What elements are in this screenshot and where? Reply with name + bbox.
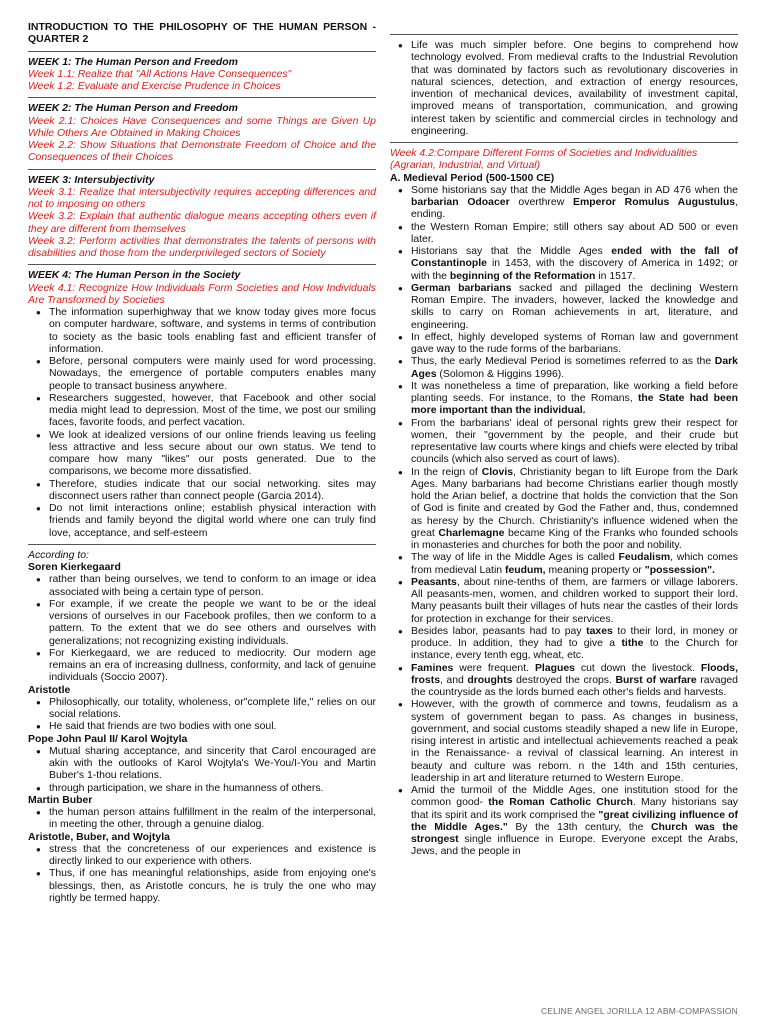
kierkegaard-bullets	[28, 574, 376, 684]
list-item: ● Life was much simpler before. One begins to comprehend how technology evolved. From medieval crafts to the Industrial Revolution that was dominated by factors such as revolutionary discoveries in natural sciences, detection, and extraction of energy resources, invention of mechanical devices, availability of investment capital, improved means of transportation, communication, and growing interest taken by scientific and commercial circles in technology and engineering.	[390, 40, 738, 138]
week2-item: Week 2.1: Choices Have Consequences and some Things are Given Up While Others Are Obtained in Making Choices	[28, 115, 376, 139]
text-run: in 1517.	[595, 270, 636, 282]
list-item	[390, 626, 738, 663]
bold-text-run: Emperor Romulus Augustulus	[573, 197, 736, 208]
week2-section	[28, 103, 376, 164]
week1-title: WEEK 1: The Human Person and Freedom	[28, 56, 238, 68]
bold-text-run: Church was the strongest	[411, 821, 739, 845]
list-item	[390, 467, 738, 553]
abw-heading: Aristotle, Buber, and Wojtyla	[28, 831, 170, 843]
bold-text-run: Floods, frosts	[411, 662, 738, 686]
bold-text-run: "possession".	[644, 564, 716, 576]
bold-text-run: "great civilizing influence of the Middle Ages."	[411, 809, 738, 833]
text-run: Besides labor, peasants had to pay	[411, 625, 587, 637]
list-item	[390, 552, 738, 577]
text-run: were frequent.	[453, 662, 535, 674]
text-run: , and	[440, 674, 468, 686]
bold-text-run: beginning of the Reformation	[449, 270, 596, 282]
week3-item: Week 3.2: Explain that authentic dialogue means accepting others even if they are different from themselves	[28, 211, 376, 235]
text-run: ravaged the countryside as the lords burned each other's fields and harvests.	[411, 674, 738, 698]
bold-text-run: droughts	[467, 674, 513, 686]
bold-text-run: Dark Ages	[411, 356, 738, 380]
text-run: Historians say that the Middle Ages	[411, 246, 612, 257]
list-item	[390, 699, 738, 785]
bold-text-run: Burst of warfare	[615, 674, 697, 686]
bold-text-run: ended with the fall of Constantinople	[411, 246, 738, 270]
bold-text-run: German barbarians	[411, 282, 512, 294]
week1-item: Week 1.2: Evaluate and Exercise Prudence in Choices	[28, 81, 281, 92]
aristotle-bullets	[28, 697, 376, 734]
bold-text-run: Clovis	[481, 466, 514, 478]
list-item	[390, 246, 738, 283]
text-run: , which comes from medieval Latin	[411, 552, 738, 576]
list-item: ● the human person attains fulfillment in the realm of the interpersonal, in meeting the other, through a genuine dialog.	[28, 807, 376, 832]
divider	[28, 51, 376, 52]
list-item	[390, 785, 738, 859]
buber-bullets	[28, 807, 376, 832]
text-run: In effect, highly developed systems of Roman law and government gave way to the rude forms of the barbarians.	[411, 331, 738, 355]
list-item: ● Thus, if one has meaningful relationships, aside from enjoying one's blessings, then, as Aristotle concurs, he is truly the one who may rightly be termed happy.	[28, 868, 376, 905]
bold-text-run: tithe	[621, 638, 644, 649]
list-item: ● We look at idealized versions of our online friends leaving us feeling less attractive and less secure about our own status. We tend to compare how many "likes" our posts generated. Due to the comparisons, we become more dissatisfied.	[28, 430, 376, 479]
list-item: ● For example, if we create the people we want to be or the ideal versions of ourselves in our Facebook profiles, then we conform to a pattern. To the extent that we do see others and ourselves with generalizations; not recognizing existing individuals.	[28, 599, 376, 648]
text-run: , ending.	[411, 197, 738, 221]
according-intro: According to:	[28, 549, 89, 561]
divider	[28, 544, 376, 545]
kierkegaard-heading: Soren Kierkegaard	[28, 562, 121, 573]
text-run: In the reign of	[411, 466, 482, 478]
divider	[28, 169, 376, 170]
text-run: It was nonetheless a time of preparation, like working a field before planting seeds. For instance, to the Romans,	[411, 380, 738, 404]
buber-heading: Martin Buber	[28, 794, 93, 806]
text-run: (Solomon & Higgins 1996).	[436, 368, 565, 380]
divider	[28, 264, 376, 265]
text-run: destroyed the crops.	[512, 674, 616, 686]
week42-subtitle: Week 4.2:Compare Different Forms of Societies and Individualities (Agrarian, Industrial, and Virtual)	[390, 148, 698, 172]
text-run: Amid the turmoil of the Middle Ages, one institution stood for the common good-	[411, 785, 738, 809]
list-item: ● stress that the concreteness of our experiences and existence is directly linked to our experience with others.	[28, 844, 376, 869]
according-section	[28, 550, 376, 905]
list-item	[390, 577, 738, 626]
footer-credit: CELINE ANGEL JORILLA 12 ABM-COMPASSION	[540, 1006, 738, 1016]
text-run: in 1453, with the discovery of America in 1492; or with the	[411, 258, 738, 282]
text-run: From the barbarians' ideal of personal rights grew their respect for women, their "government by the people, and their crude but representative law courts where kings and chiefs were elected by tribal councils (which also served as court of laws).	[411, 417, 738, 466]
list-item	[390, 418, 738, 467]
divider	[28, 97, 376, 98]
list-item	[390, 332, 738, 357]
week2-item: Week 2.2: Show Situations that Demonstrate Freedom of Choice and the Consequences of their Choices	[28, 140, 376, 164]
list-item: ● Do not limit interactions online; establish physical interaction with friends and family beyond the digital world where one can truly find love, acceptance, and self-esteem	[28, 503, 376, 540]
text-run: became King of the Franks who founded schools in monasteries and churches for both the poor and nobility.	[411, 527, 738, 551]
list-item	[390, 283, 738, 332]
text-run: Some historians say that the Middle Ages began in AD 476 when the	[411, 184, 738, 196]
right-column	[390, 22, 738, 859]
pope-heading: Pope John Paul II/ Karol Wojtyla	[28, 733, 188, 745]
text-run: The way of life in the Middle Ages is called	[411, 552, 619, 564]
text-run: to the Church for instance, every tenth egg, wheat, etc.	[411, 638, 738, 662]
week1-item: Week 1.1: Realize that "All Actions Have Consequences"	[28, 68, 292, 80]
list-item: ● rather than being ourselves, we tend to conform to an image or idea associated with being a certain type of person.	[28, 574, 376, 599]
left-column	[28, 22, 376, 905]
week3-item: Week 3.1: Realize that intersubjectivity requires accepting differences and not to imposing on others	[28, 186, 376, 210]
divider	[390, 142, 738, 143]
list-item	[390, 356, 738, 381]
list-item	[390, 663, 738, 700]
bold-text-run: Feudalism	[618, 552, 671, 564]
list-item: ● The information superhighway that we know today gives more focus on computer hardware, software, and systems in terms of contribution to society as the basic tools enabling fast and efficient transfer of information.	[28, 307, 376, 356]
bold-text-run: Charlemagne	[438, 527, 505, 539]
bold-text-run: Peasants	[411, 576, 457, 588]
bold-text-run: the State had been more important than the individual.	[411, 393, 739, 417]
text-run: cut down the livestock.	[574, 662, 701, 674]
text-run: single influence in Europe. Everyone except the Arabs, Jews, and the people in	[411, 834, 738, 858]
list-item: ● Philosophically, our totality, wholeness, or"complete life," relies on our social relations.	[28, 697, 376, 722]
medieval-bullets	[390, 185, 738, 859]
section-a-heading: A. Medieval Period (500-1500 CE)	[390, 172, 555, 184]
abw-bullets	[28, 844, 376, 905]
text-run: , about nine-tenths of them, are farmers or village laborers. All peasants-men, women, and children worked to support their lord. Many peasants built their villages of huts near the castles of their lords for protection in exchange for their services.	[411, 576, 738, 625]
list-item: ● Mutual sharing acceptance, and sincerity that Carol encouraged are akin with the outlooks of Karol Wojtyla's We-You/I-You and Martin Buber's 1-thou relations.	[28, 746, 376, 783]
list-item: ● Researchers suggested, however, that Facebook and other social media might lead to depression. Most of the time, we post our smiling faces, favorite foods, and perfect vacation.	[28, 393, 376, 430]
bold-text-run: the Roman Catholic Church	[488, 797, 633, 809]
week4-title: WEEK 4: The Human Person in the Society	[28, 270, 241, 282]
bold-text-run: feudum,	[504, 564, 546, 576]
list-item: ● through participation, we share in the humanness of others.	[28, 783, 376, 795]
list-item: ● Before, personal computers were mainly used for word processing. Nowadays, the emergence of portable computers enables many people to transact business anywhere.	[28, 356, 376, 393]
bold-text-run: taxes	[586, 625, 613, 637]
list-item	[390, 222, 738, 247]
text-run: to their lord, in money or produce. In addition, they had to give a	[411, 625, 738, 649]
week4-subtitle: Week 4.1: Recognize How Individuals Form Societies and How Individuals Are Transformed by Societies	[28, 282, 376, 306]
text-run: By the 13th century, the	[507, 821, 651, 833]
week3-item: Week 3.2: Perform activities that demonstrates the talents of persons with disabilities and those from the underprivileged sectors of Society	[28, 235, 376, 259]
week2-title: WEEK 2: The Human Person and Freedom	[28, 103, 238, 115]
week4-section	[28, 270, 376, 540]
list-item: ● For Kierkegaard, we are reduced to mediocrity. Our modern age remains an era of increasing dullness, conformity, and lack of genuine individuals (Soccio 2007).	[28, 648, 376, 685]
text-run: overthrew	[509, 197, 573, 208]
list-item	[390, 381, 738, 418]
week3-section	[28, 175, 376, 261]
text-run: . Many historians say that its spirit and its work comprised the	[411, 797, 738, 821]
bold-text-run: Plagues	[534, 662, 575, 674]
week4-bullets	[28, 307, 376, 540]
list-item	[390, 185, 738, 222]
text-run: However, with the growth of commerce and towns, feudalism as a system of government began to pass. As changes in business, government, and social customs steadily shaped a new life in Europe, rising interest in artistic and intellectual achievements reached a peak in the Renaissance- a revival of classical learning. An interest in beauty and culture was reborn. n the 14th and 15th centuries, leadership in art and literature returned to Western Europe.	[411, 699, 738, 784]
text-run: Thus, the early Medieval Period is sometimes referred to as the	[411, 356, 715, 368]
list-item: ● He said that friends are two bodies with one soul.	[28, 721, 376, 733]
list-item: ● Therefore, studies indicate that our social networking. sites may disconnect users rather than connect people (Garcia 2014).	[28, 479, 376, 504]
aristotle-heading: Aristotle	[28, 684, 71, 696]
week1-section	[28, 57, 376, 94]
text-run: sacked and pillaged the declining Western Roman Empire. The invaders, however, lacked the knowledge and skills to carry on Roman achievements in art, literature, and engineering.	[411, 282, 738, 331]
pope-bullets	[28, 746, 376, 795]
bold-text-run: Famines	[411, 662, 454, 674]
document-title: INTRODUCTION TO THE PHILOSOPHY OF THE HUMAN PERSON - QUARTER 2	[28, 22, 376, 46]
week3-title: WEEK 3: Intersubjectivity	[28, 174, 155, 186]
top-bullets	[390, 40, 738, 138]
text-run: the Western Roman Empire; still others say about AD 500 or even later.	[411, 221, 738, 245]
text-run: meaning property or	[545, 564, 645, 576]
divider	[390, 34, 738, 35]
bold-text-run: barbarian Odoacer	[411, 197, 510, 208]
text-run: , Christianity began to lift Europe from the Dark Ages. Many barbarians had become Christians earlier though mostly hold the Arian belief, a doctrine that holds the conviction that the Son of God is finite and created by God the Father and, thus, condemned as heresy by the Church. Christianity's influence widened when the great	[411, 466, 738, 539]
